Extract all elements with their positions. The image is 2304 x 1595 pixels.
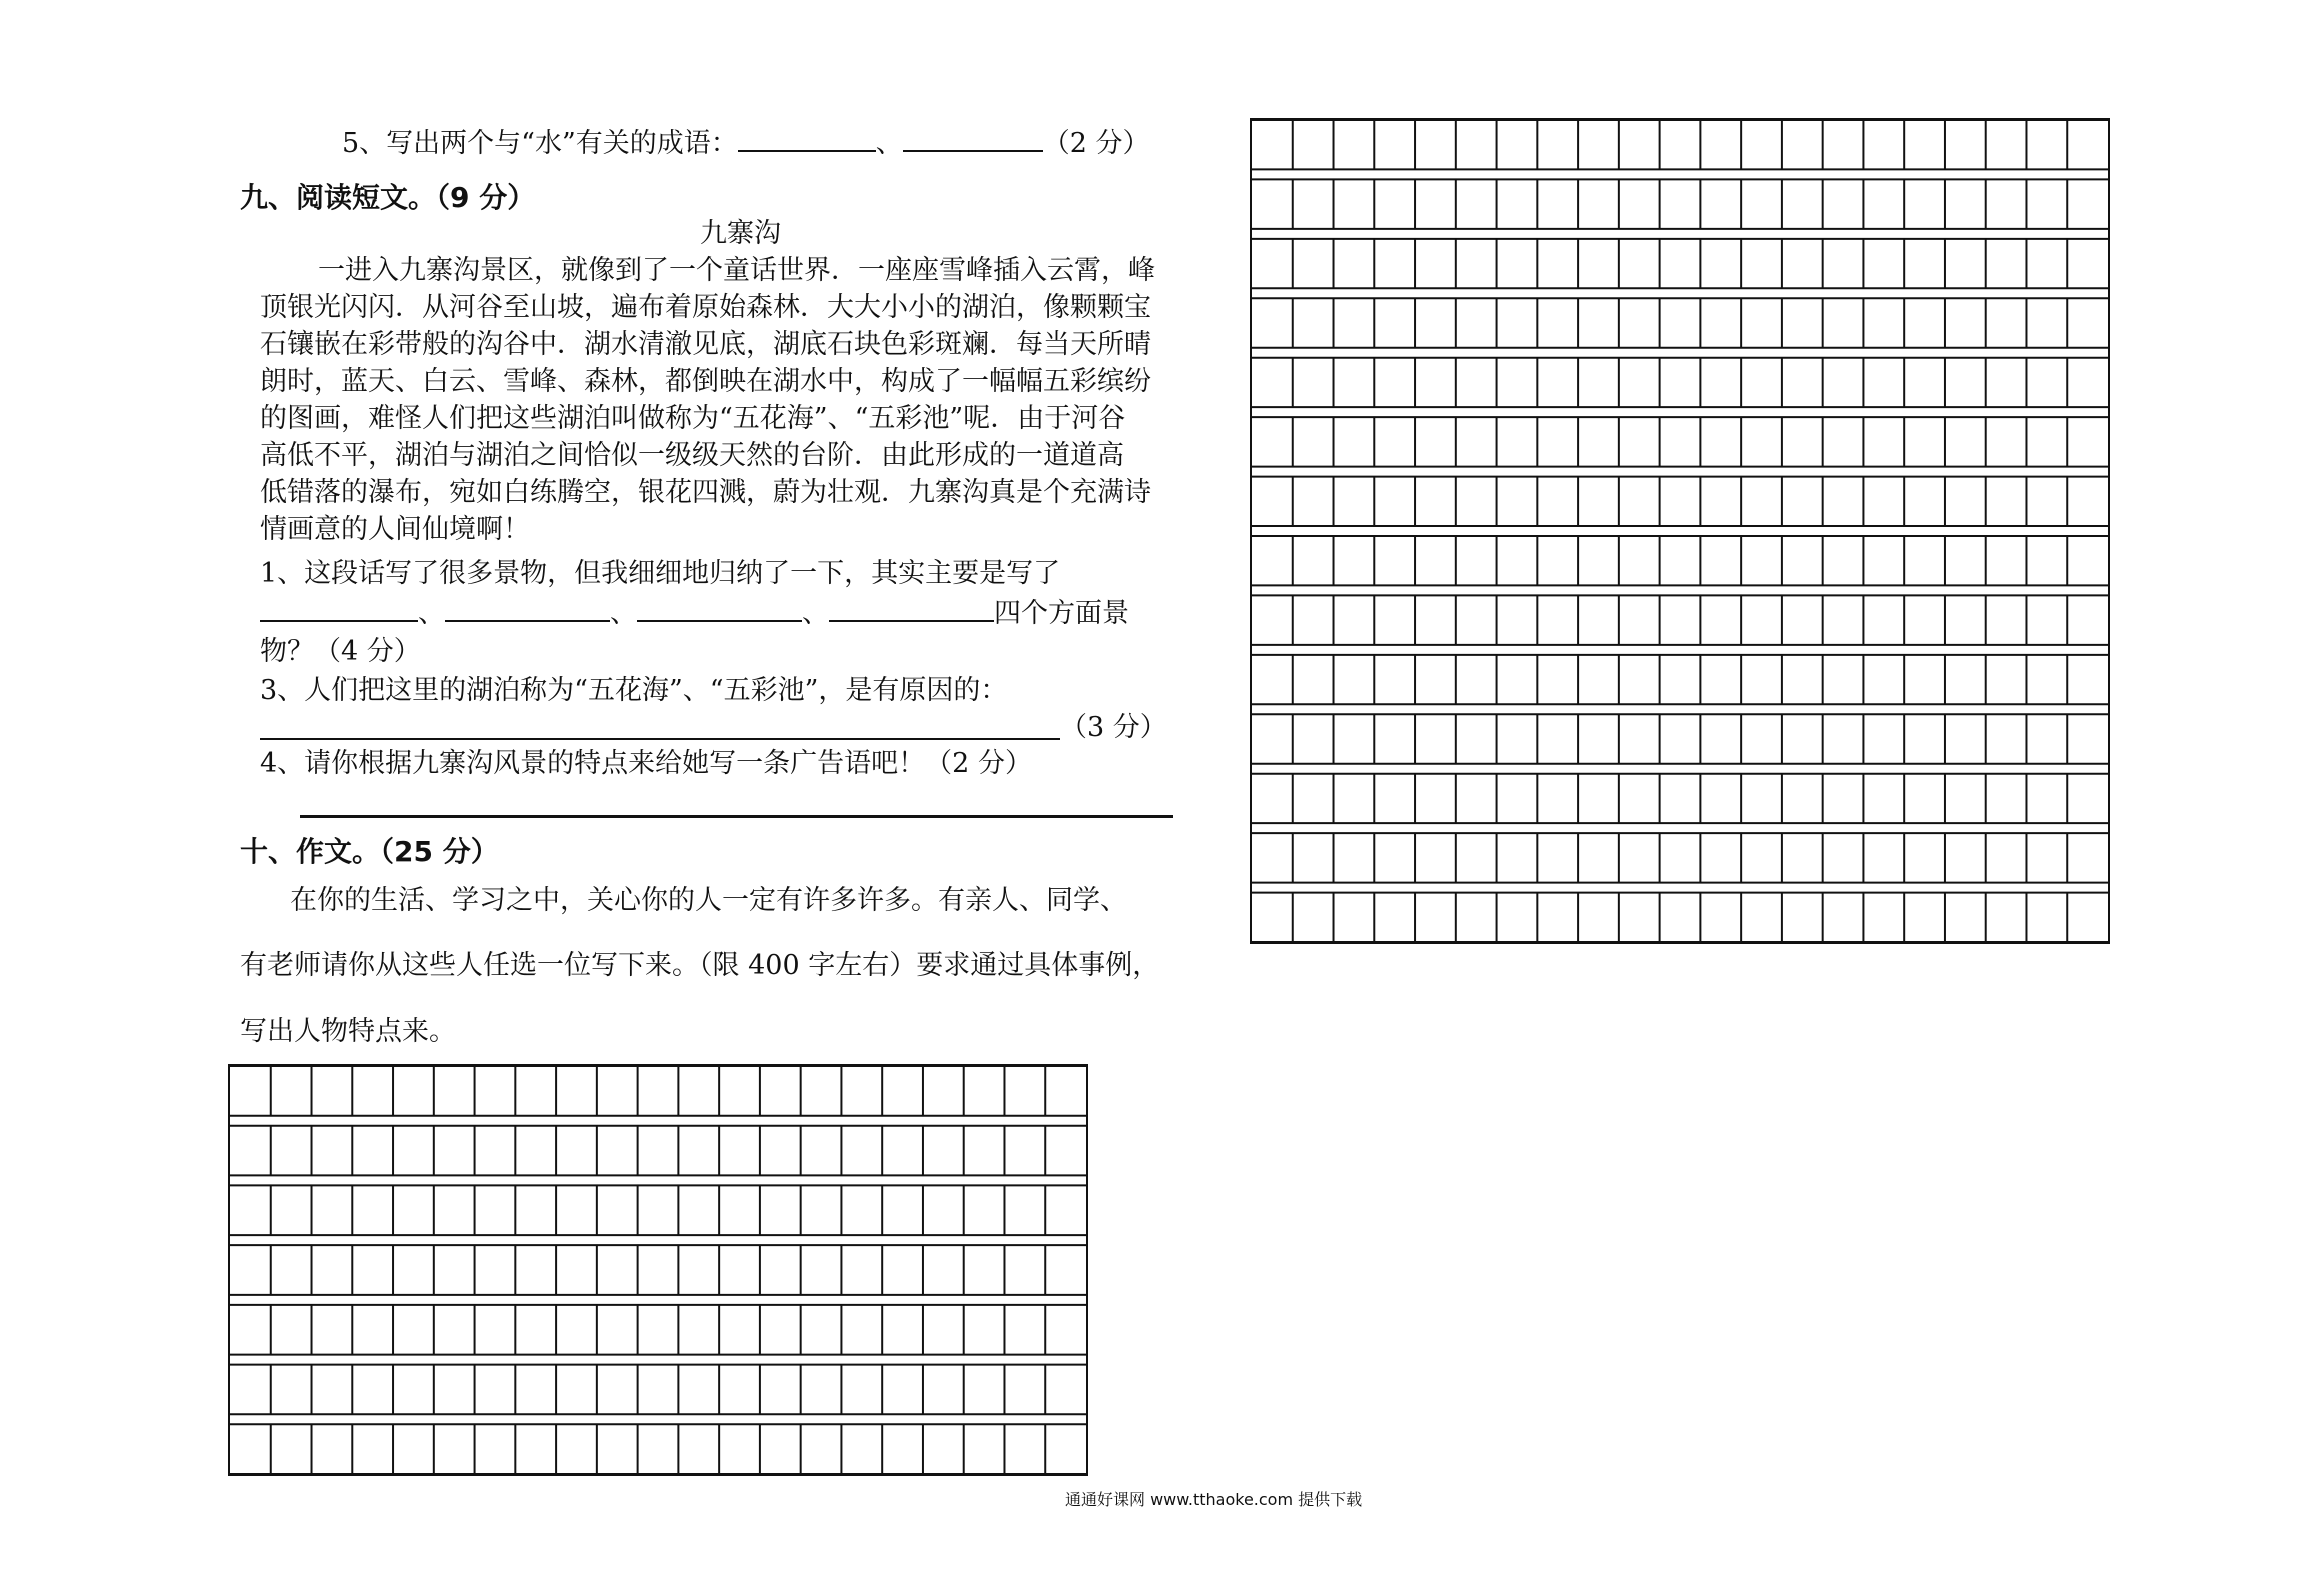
q3-score: （3 分） — [1060, 712, 1167, 743]
q1-line3: 物？（4 分） — [260, 636, 421, 667]
q4-line1: 4、请你根据九寨沟风景的特点来给她写一条广告语吧！（2 分） — [260, 748, 1032, 779]
passage-line: 朗时，蓝天、白云、雪峰、森林，都倒映在湖水中，构成了一幅幅五彩缤纷 — [260, 366, 1151, 397]
blank-separator: 、 — [418, 598, 445, 629]
passage-line: 的图画，难怪人们把这些湖泊叫做称为“五花海”、“五彩池”呢．由于河谷 — [260, 403, 1126, 434]
q8-item5 — [342, 126, 1150, 160]
q8-item5-score: （2 分） — [1042, 128, 1150, 159]
section9-heading: 九、阅读短文。（9 分） — [240, 181, 536, 214]
answer-blank[interactable] — [829, 596, 994, 622]
composition-grid-right[interactable] — [1250, 118, 2110, 944]
q1-tail: 四个方面景 — [994, 598, 1129, 629]
q3-line1: 3、人们把这里的湖泊称为“五花海”、“五彩池”，是有原因的： — [260, 675, 1008, 706]
answer-blank[interactable] — [445, 596, 610, 622]
composition-grid-left[interactable] — [228, 1064, 1088, 1476]
q8-item5-text: 5、写出两个与“水”有关的成语： — [342, 128, 738, 159]
passage-line: 一进入九寨沟景区，就像到了一个童话世界．一座座雪峰插入云霄，峰 — [318, 255, 1155, 286]
answer-blank[interactable] — [260, 596, 418, 622]
passage-line: 高低不平，湖泊与湖泊之间恰似一级级天然的台阶．由此形成的一道道高 — [260, 440, 1124, 471]
q1-blanks-line — [260, 596, 1129, 630]
section10-heading: 十、作文。（25 分） — [240, 835, 499, 868]
blank-separator: 、 — [875, 128, 903, 159]
answer-blank[interactable] — [903, 126, 1043, 152]
footer-source: 通通好课网 www.tthaoke.com 提供下载 — [1065, 1490, 1363, 1509]
blank-separator: 、 — [802, 598, 829, 629]
answer-blank[interactable] — [738, 126, 876, 152]
prompt-line: 有老师请你从这些人任选一位写下来。（限 400 字左右）要求通过具体事例， — [240, 950, 1160, 981]
passage-line: 顶银光闪闪．从河谷至山坡，遍布着原始森林．大大小小的湖泊，像颗颗宝 — [260, 292, 1151, 323]
answer-line[interactable] — [300, 815, 1173, 818]
passage-line: 石镶嵌在彩带般的沟谷中．湖水清澈见底，湖底石块色彩斑斓．每当天所晴 — [260, 329, 1151, 360]
passage-line: 情画意的人间仙境啊！ — [260, 514, 530, 545]
passage-title: 九寨沟 — [700, 218, 781, 249]
prompt-line: 写出人物特点来。 — [240, 1016, 456, 1047]
answer-line[interactable] — [260, 738, 1060, 740]
answer-blank[interactable] — [637, 596, 802, 622]
prompt-line: 在你的生活、学习之中，关心你的人一定有许多许多。有亲人、同学、 — [290, 885, 1127, 916]
q1-line1: 1、这段话写了很多景物，但我细细地归纳了一下，其实主要是写了 — [260, 558, 1061, 589]
passage-line: 低错落的瀑布，宛如白练腾空，银花四溅，蔚为壮观．九寨沟真是个充满诗 — [260, 477, 1151, 508]
blank-separator: 、 — [610, 598, 637, 629]
